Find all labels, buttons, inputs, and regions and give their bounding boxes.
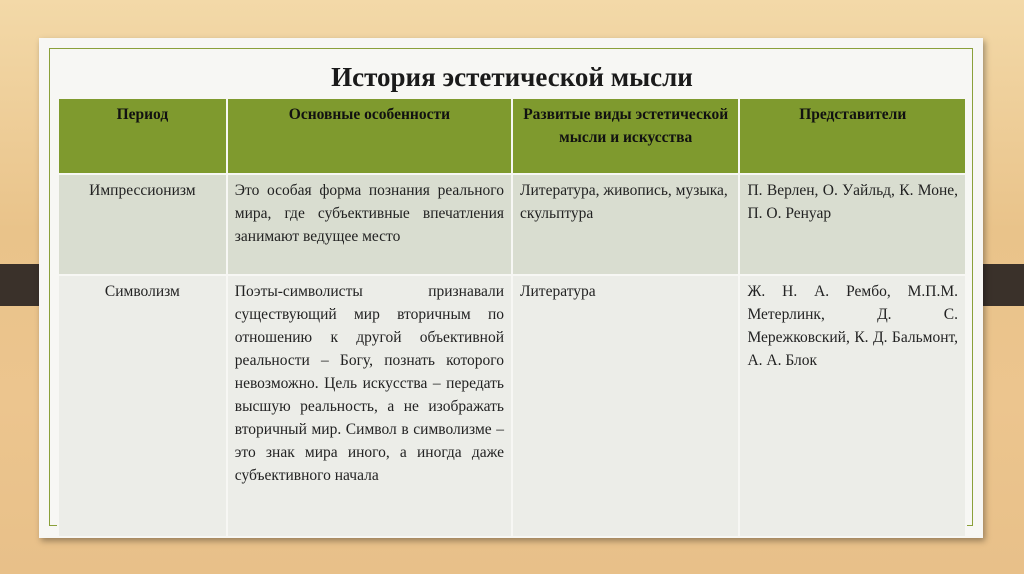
table-row — [58, 174, 966, 275]
slide-title: История эстетической мысли — [331, 62, 693, 92]
cell-period: Символизм — [58, 275, 227, 537]
cell-features: Это особая форма познания реального мира, где субъективные впечатления занимают ведущее место — [227, 174, 512, 275]
header-row — [58, 98, 966, 174]
cell-arts: Литература — [512, 275, 739, 537]
aesthetics-table — [57, 97, 967, 538]
cell-period: Импрессионизм — [58, 174, 227, 275]
table-row — [58, 275, 966, 537]
cell-representatives: Ж. Н. А. Рембо, М.П.М. Метерлинк, Д. С. Мережковский, К. Д. Бальмонт, А. А. Блок — [739, 275, 966, 537]
cell-features: Поэты-символисты признавали существующий мир вторичным по отношению к другой объективной реальности – Богу, познать которого невозможно. Цель искусства – передать высшую реальность, а не изображать вторичный мир. Символ в символизме – это знак мира иного, а иногда даже субъективного начала — [227, 275, 512, 537]
header-representatives: Представители — [739, 98, 966, 174]
header-period: Период — [58, 98, 227, 174]
cell-representatives: П. Верлен, О. Уайльд, К. Моне, П. О. Ренуар — [739, 174, 966, 275]
header-features: Основные особенности — [227, 98, 512, 174]
header-arts: Развитые виды эстетической мысли и искусства — [512, 98, 739, 174]
cell-arts: Литература, живопись, музыка, скульптура — [512, 174, 739, 275]
